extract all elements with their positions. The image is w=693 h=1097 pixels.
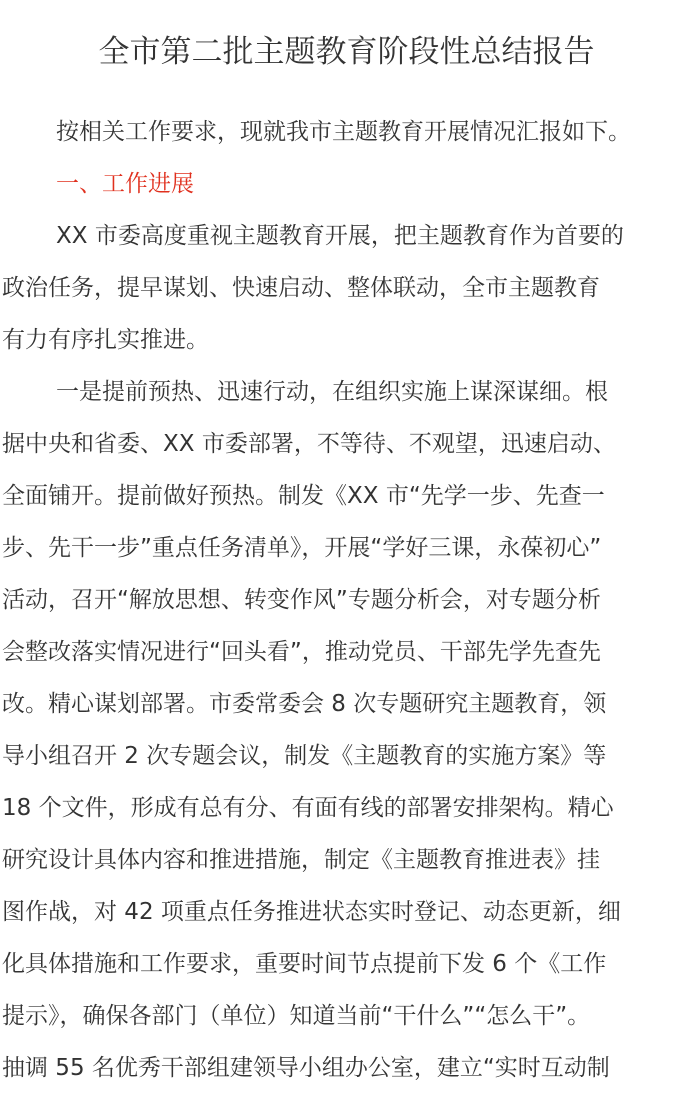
section-heading: 一、工作进展 (56, 171, 194, 197)
paragraph-line: 据中央和省委、XX 市委部署，不等待、不观望，迅速启动、 (2, 431, 616, 457)
paragraph-line: 研究设计具体内容和推进措施，制定《主题教育推进表》挂 (2, 847, 600, 873)
paragraph-line: XX 市委高度重视主题教育开展，把主题教育作为首要的 (56, 223, 624, 249)
paragraph-line: 一是提前预热、迅速行动，在组织实施上谋深谋细。根 (56, 379, 608, 405)
paragraph-line: 导小组召开 2 次专题会议，制发《主题教育的实施方案》等 (2, 743, 607, 769)
document-title: 全市第二批主题教育阶段性总结报告 (98, 34, 595, 70)
paragraph-line: 抽调 55 名优秀干部组建领导小组办公室，建立“实时互动制 (2, 1055, 610, 1081)
intro-text: 按相关工作要求，现就我市主题教育开展情况汇报如下。 (56, 119, 631, 145)
paragraph-line: 18 个文件，形成有总有分、有面有线的部署安排架构。精心 (2, 795, 614, 821)
paragraph-line: 会整改落实情况进行“回头看”，推动党员、干部先学先查先 (2, 639, 601, 665)
paragraph-line: 提示》，确保各部门（单位）知道当前“干什么”“怎么干”。 (2, 1003, 591, 1029)
paragraph-line: 活动，召开“解放思想、转变作风”专题分析会，对专题分析 (2, 587, 601, 613)
paragraph-line: 图作战，对 42 项重点任务推进状态实时登记、动态更新，细 (2, 899, 621, 925)
paragraph-line: 政治任务，提早谋划、快速启动、整体联动，全市主题教育 (2, 275, 600, 301)
paragraph-line: 有力有序扎实推进。 (2, 327, 209, 353)
paragraph-line: 步、先干一步”重点任务清单》，开展“学好三课，永葆初心” (2, 535, 602, 561)
paragraph-line: 全面铺开。提前做好预热。制发《XX 市“先学一步、先查一 (2, 483, 605, 509)
paragraph-line: 改。精心谋划部署。市委常委会 8 次专题研究主题教育，领 (2, 691, 607, 717)
paragraph-line: 化具体措施和工作要求，重要时间节点提前下发 6 个《工作 (2, 951, 607, 977)
